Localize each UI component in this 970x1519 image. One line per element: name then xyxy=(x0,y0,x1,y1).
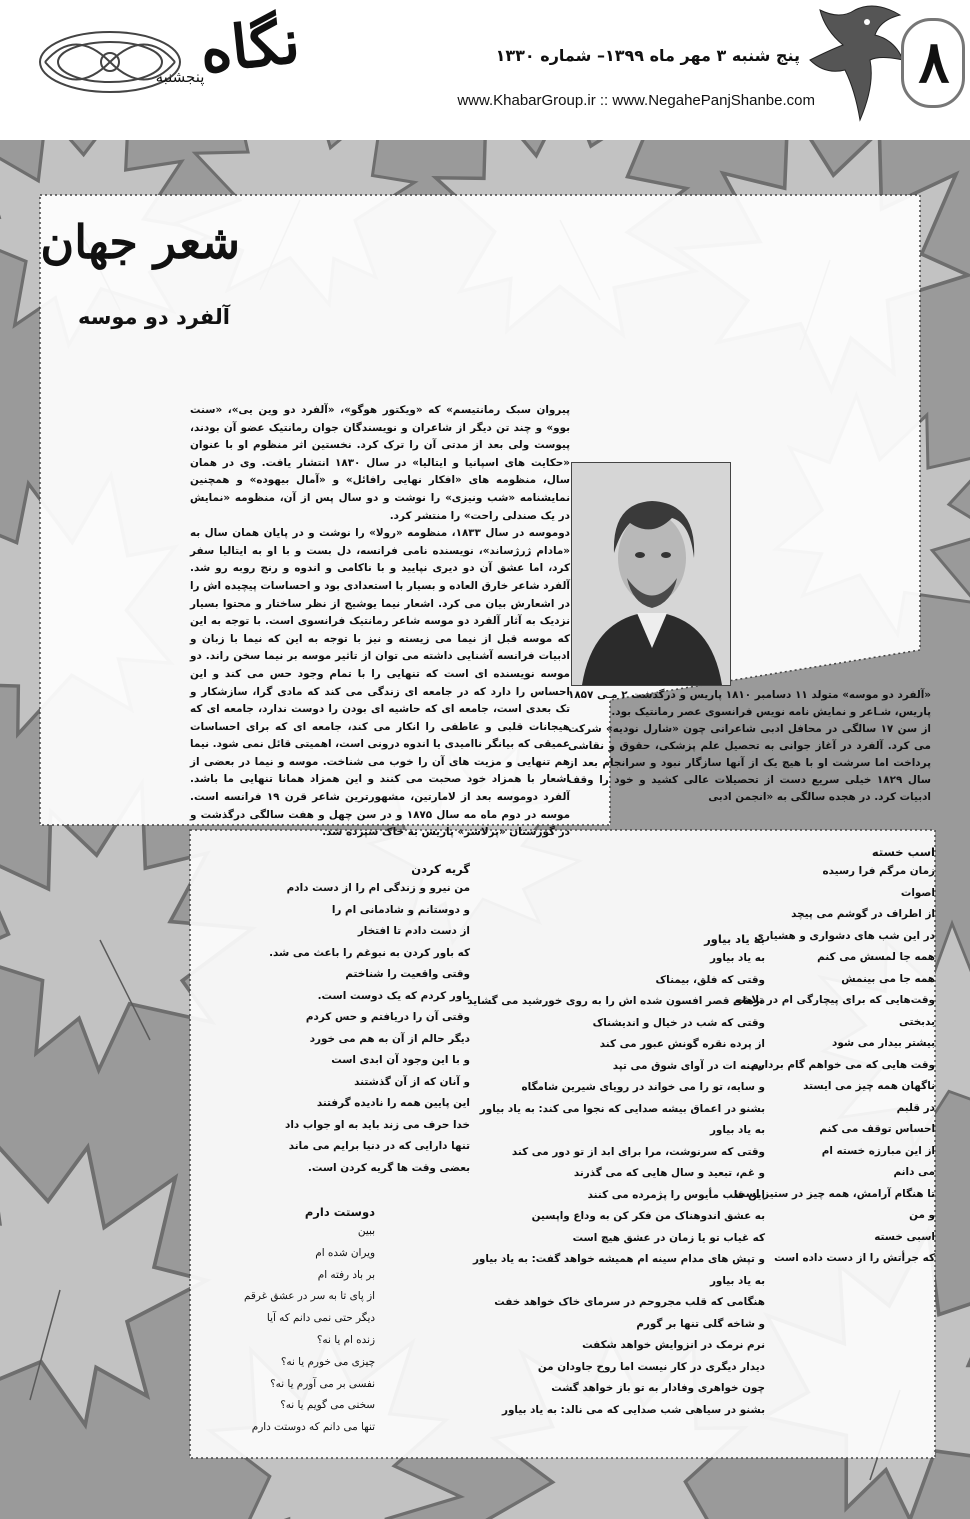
poem-remember xyxy=(467,932,765,1421)
poem-lines xyxy=(269,878,470,1179)
bio-paragraph: پیروان سبک رمانتیسم» که «ویکتور هوگو»، «آلفرد دو وین یی»، «سنت بوو» و چند تن دیگر از شاعران و نویسندگان جوان رمانتیک عضو آن بودند، پیوست ولی بعد از مدتی آن را ترک کرد. نخستین اثر منظوم او با عنوان «حکایت های اسپانیا و ایتالیا» در سال ۱۸۳۰ انتشار یافت. وی در همان سال، منظومه های «افکار نهایی رافائل» و «آمال بیهوده» و همچنین نمایشنامه «شب ونیزی» را نوشت و دو سال پس از آن، منظومه «نمایش در یک صندلی راحت» را منتشر کرد. xyxy=(190,404,570,522)
poem-line: وقتی که سرنوشت، مرا برای ابد از تو دور می کند xyxy=(511,1145,765,1158)
poem-line: وقتی که شب در خیال و اندیشناک xyxy=(592,1016,765,1029)
poem-line: وقتی واقعیت را شناختم xyxy=(345,968,470,980)
poem-line: ببین xyxy=(357,1225,375,1237)
poem-line: دیگر حتی نمی دانم که آیا xyxy=(266,1312,375,1325)
poem-line: درهای قصر افسون شده اش را به روی خورشید می گشاید xyxy=(467,995,765,1007)
poem-i-love-you xyxy=(210,1205,375,1439)
poem-line: ناگهان همه چیز می ایستد xyxy=(803,1080,935,1092)
article-title: شعر جهان xyxy=(40,215,240,269)
poem-weeping xyxy=(269,862,470,1179)
poem-line: نفسی بر می آورم یا نه؟ xyxy=(270,1377,375,1390)
poem-line: از اطراف در گوشم می پیچد xyxy=(791,908,935,920)
phoenix-icon xyxy=(805,0,905,125)
site-links[interactable]: www.KhabarGroup.ir :: www.NegahePanjShanbe.com xyxy=(457,92,815,109)
poem-line: بر باد رفته ام xyxy=(317,1268,375,1281)
poem-line: هنگامی که قلب مجروحم در سرمای خاک خواهد خفت xyxy=(494,1296,765,1308)
poem-lines xyxy=(210,1221,375,1439)
poem-line: این قلب مأیوس را پژمرده می کنند xyxy=(587,1188,765,1201)
poem-line: به یاد بیاور xyxy=(709,952,765,964)
poem-line: که جرأتش را از دست داده است xyxy=(774,1252,935,1264)
poem-line: همه جا لمسش می کنم xyxy=(817,951,935,963)
poem-line: که غیاب تو یا زمان در عشق هیچ است xyxy=(572,1231,765,1244)
biography-text xyxy=(190,402,570,842)
poem-line: از پای تا به سر در عشق غرقم xyxy=(243,1290,375,1303)
poem-line: و سایه، تو را می خواند در رویای شیرین شامگاه xyxy=(521,1081,765,1093)
poem-line: باور کردم که یک دوست است. xyxy=(317,989,470,1002)
portrait-caption xyxy=(568,687,931,806)
poem-line: دیدار دیگری در کار نیست اما روح جاودان من xyxy=(537,1360,765,1373)
issue-date-line: پنج شنبه ۳ مهر ماه ۱۳۹۹– شماره ۱۳۳۰ xyxy=(495,46,800,65)
poem-line: وقت‌هایی که برای پیچارگی ام در تلاشم xyxy=(733,994,935,1006)
poem-line: بدبختی xyxy=(898,1015,935,1028)
poem-line: بشنو در سیاهی شب صدایی که می نالد: به یاد بیاور xyxy=(501,1403,765,1416)
poem-line: همه جا می بینمش xyxy=(841,972,935,985)
poem-line: وقت هایی که می خواهم گام بردارم xyxy=(750,1058,935,1071)
poem-line: و من xyxy=(909,1209,935,1221)
portrait-illustration xyxy=(572,463,730,685)
poem-line: دیگر حالم از آن به هم می خورد xyxy=(309,1032,470,1045)
logo-subtitle: پنجشنبه xyxy=(155,68,205,86)
poem-line: از پرده نقره گونش عبور می کند xyxy=(599,1038,765,1050)
poem-line: می دانم xyxy=(893,1166,935,1178)
poem-line: زنده ام یا نه؟ xyxy=(316,1333,375,1346)
poem-line: نرم نرمک در انزوایش خواهد شکفت xyxy=(582,1339,765,1351)
poem-line: سینه ات در آوای شوق می تپد xyxy=(612,1059,765,1072)
poem-title: اسب خسته xyxy=(871,845,935,859)
poem-title: دوستت دارم xyxy=(304,1205,375,1219)
masthead xyxy=(0,0,970,140)
poem-line: اسبی خسته xyxy=(874,1230,935,1243)
logo-title: نگاه xyxy=(196,6,304,88)
poem-line: از دست دادم تا افتخار xyxy=(357,925,470,937)
portrait-image xyxy=(571,462,731,686)
poem-line: زمان مرگم فرا رسیده xyxy=(822,865,935,877)
poem-title: به یاد بیاور xyxy=(704,932,765,946)
poem-line: و شاخه گلی تنها بر گورم xyxy=(636,1317,765,1330)
poem-line: اصوات xyxy=(900,886,935,899)
poem-line: تا هنگام آرامش، همه چیز در ستیز است xyxy=(734,1187,935,1200)
poem-line: در این شب های دشواری و هشیاری xyxy=(754,929,935,942)
poem-line: من نیرو و زندگی ام را از دست دادم xyxy=(286,882,470,894)
page-number: ۸ xyxy=(905,22,963,102)
poem-line: بعضی وقت ها گریه کردن است. xyxy=(307,1161,470,1174)
poem-line: به یاد بیاور xyxy=(709,1274,765,1287)
poem-line: ویران شده ام xyxy=(315,1246,375,1259)
poem-line: احساس توقف می کنم xyxy=(819,1123,935,1135)
ornament-icon xyxy=(35,22,185,102)
poem-line: و دوستانم و شادمانی ام را xyxy=(331,903,470,916)
poem-line: سخنی می گویم یا نه؟ xyxy=(280,1399,375,1412)
poem-lines xyxy=(467,948,765,1421)
poem-line: این پایین همه را نادیده گرفتند xyxy=(316,1097,470,1109)
poem-line: وقتی آن را دریافتم و حس کردم xyxy=(305,1011,470,1023)
poem-line: به عشق اندوهناک من فکر کن به وداع واپسین xyxy=(531,1210,765,1222)
poem-title: گریه کردن xyxy=(411,862,470,876)
caption-paragraph: از سن ۱۷ سالگی در محافل ادبی شاعرانی چون «شارل نودیه» شرکت می کرد. آلفرد در آغاز جوانی به تحصیل علم پزشکی، حقوق و نقاشی پرداخت اما سرشت او با هیچ یک از آنها سازگار نبود و سرانجام بعد از سال ۱۸۲۹ خیلی سریع دست از تحصیلات عالی کشید و خود را وقف ادبیات کرد. در هجده سالگی به «انجمن ادبی xyxy=(568,723,931,803)
poem-line: چیزی می خورم یا نه؟ xyxy=(280,1355,375,1368)
poem-line: در قلبم xyxy=(896,1101,935,1114)
article-author: آلفرد دو موسه xyxy=(77,305,230,329)
poem-line: و تپش های مدام سینه ام همیشه خواهد گفت: به یاد بیاور xyxy=(472,1253,765,1265)
poem-line: چون خواهری وفادار به تو باز خواهد گشت xyxy=(551,1382,765,1394)
poem-line: خدا حرف می زند باید به او جواب داد xyxy=(284,1118,470,1131)
poem-line: تنها می دانم که دوستت دارم xyxy=(251,1421,375,1434)
bio-paragraph: دوموسه در سال ۱۸۳۳، منظومه «رولا» را نوشت و در پایان همان سال به «مادام ژرژساند»، نویسنده نامی فرانسه، دل بست و با او به ایتالیا سفر کرد، اما عشق آن دو دیری نپایید و با ناکامی و اندوه و رنج روبه رو شد. آلفرد شاعر خارق العاده و بسیار با استعدادی بود و احساسات پیچیده اش را در اشعارش بیان می کرد. اشعار نیما یوشیج از نظر ساختار و محتوا بسیار نزدیک به آثار آلفرد دو موسه شاعر رمانتیک فرانسوی است. با توجه به این که موسه قبل از نیما می زیسته و نیز با توجه به این که نیما با زبان و ادبیات فرانسه آشنایی داشته می توان از تاثیر موسه بر نیما سخن راند. دو موسه نویسنده ای است که تنهایی را با تمام وجود حس می کند و این احساس را دارد که در جامعه ای زندگی می کند که مادی گرا، سازشکار و تک بعدی است، جامعه ای که حاشیه ای بودن را دوست ندارد، جامعه ای که هیجانات قلبی و عاطفی را انکار می کند، جامعه ای که برای احساسات عمیقی که بیانگر ناامیدی یا اندوه درونی است، اهمیتی قائل نمی شود. نیما هم تنهایی و مزیت های آن را خوب می شناخت. موسه و نیما در بعضی از اشعار با همزاد خود صحبت می کنند و این همزاد همانا تنهایی ما باشد. آلفرد دوموسه بعد از لامارتین، مشهورترین شاعر قرن ۱۹ فرانسه است. موسه در دوم ماه مه سال ۱۸۷۵ و در سن چهل و هفت سالگی درگذشت و در گورستان «پرلاشز» پاریس به خاک سپرده شد. xyxy=(190,527,571,839)
poem-line: وقتی که فلق، بیمناک xyxy=(655,973,765,986)
poem-line: بشنو در اعماق بیشه صدایی که نجوا می کند: به یاد بیاور xyxy=(479,1102,765,1115)
caption-paragraph: «آلفرد دو موسه» متولد ۱۱ دسامبر ۱۸۱۰ پاریس و درگذشت ۲ مـی ۱۸۵۷ پاریس، شـاعر و نمایش نامه نویس فرانسوی عصر رمانتیک بود. xyxy=(568,689,932,718)
poem-line: و آنان که از آن گذشتند xyxy=(354,1075,470,1088)
poem-line: بیشتر بیدار می شود xyxy=(832,1037,935,1049)
poem-line: و با این وجود آن ابدی است xyxy=(331,1054,470,1066)
poem-line: تنها دارایی که در دنیا برایم می ماند xyxy=(288,1140,470,1152)
poem-line: به یاد بیاور xyxy=(709,1124,765,1136)
poem-line: از این مبارزه خسته ام xyxy=(821,1144,935,1157)
poem-line: و غم، تبعید و سال هایی که می گذرند xyxy=(573,1167,765,1179)
poem-line: که باور کردن به نبوغم را باعث می شد. xyxy=(269,946,470,959)
